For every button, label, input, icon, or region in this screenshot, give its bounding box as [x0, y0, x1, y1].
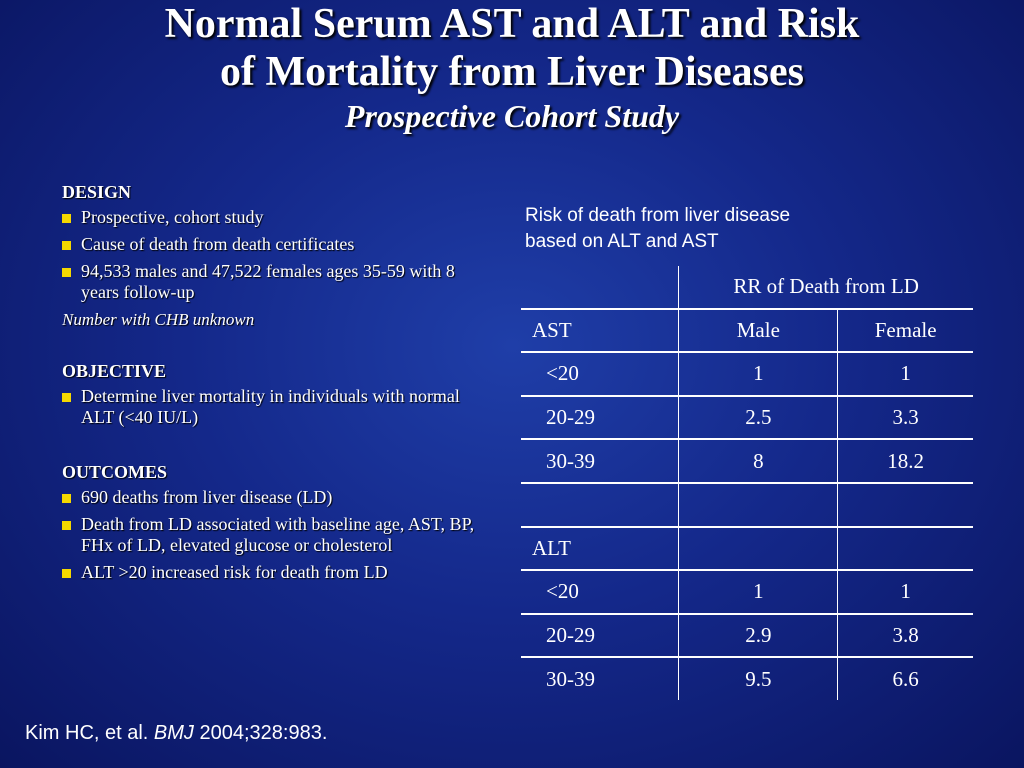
square-bullet-icon — [62, 521, 71, 530]
list-item: ALT >20 increased risk for death from LD — [62, 562, 492, 583]
table-row: 30-39 9.5 6.6 — [521, 657, 973, 700]
outcomes-heading: OUTCOMES — [62, 462, 168, 482]
table-row: 20-29 2.9 3.8 — [521, 614, 973, 658]
square-bullet-icon — [62, 393, 71, 402]
list-item: Prospective, cohort study — [62, 207, 492, 228]
objective-heading: OBJECTIVE — [62, 361, 167, 381]
table-header: RR of Death from LD — [679, 266, 973, 309]
list-item: Cause of death from death certificates — [62, 234, 492, 255]
square-bullet-icon — [62, 241, 71, 250]
table-caption: Risk of death from liver disease based on ALT and AST — [525, 205, 791, 252]
table-row — [521, 483, 973, 527]
outcomes-list — [62, 487, 492, 583]
table-row: 20-29 2.5 3.3 — [521, 396, 973, 440]
title-subtitle: Prospective Cohort Study — [344, 98, 680, 134]
table-row: AST Male Female — [521, 309, 973, 353]
list-item: 690 deaths from liver disease (LD) — [62, 487, 492, 508]
list-item: Determine liver mortality in individuals with normal ALT (<40 IU/L) — [62, 386, 492, 428]
square-bullet-icon — [62, 494, 71, 503]
risk-table — [521, 266, 973, 700]
slide-title — [0, 0, 1024, 136]
square-bullet-icon — [62, 214, 71, 223]
list-item: Death from LD associated with baseline age, AST, BP, FHx of LD, elevated glucose or cholesterol — [62, 514, 492, 556]
table-row: <20 1 1 — [521, 352, 973, 396]
title-line-2: of Mortality from Liver Diseases — [220, 49, 804, 95]
design-note: Number with CHB unknown — [62, 310, 255, 329]
list-item: 94,533 males and 47,522 females ages 35-59 with 8 years follow-up — [62, 261, 492, 303]
design-list — [62, 207, 492, 303]
objective-list — [62, 386, 492, 428]
table-row: <20 1 1 — [521, 570, 973, 614]
citation-journal: BMJ — [153, 722, 194, 744]
square-bullet-icon — [62, 569, 71, 578]
table-row: 30-39 8 18.2 — [521, 439, 973, 483]
citation: Kim HC, et al. BMJ 2004;328:983. — [25, 722, 328, 744]
title-line-1: Normal Serum AST and ALT and Risk — [164, 1, 860, 47]
study-summary — [62, 180, 492, 589]
square-bullet-icon — [62, 268, 71, 277]
table-header-row — [521, 266, 973, 309]
table-row: ALT — [521, 527, 973, 571]
design-heading: DESIGN — [62, 182, 132, 202]
